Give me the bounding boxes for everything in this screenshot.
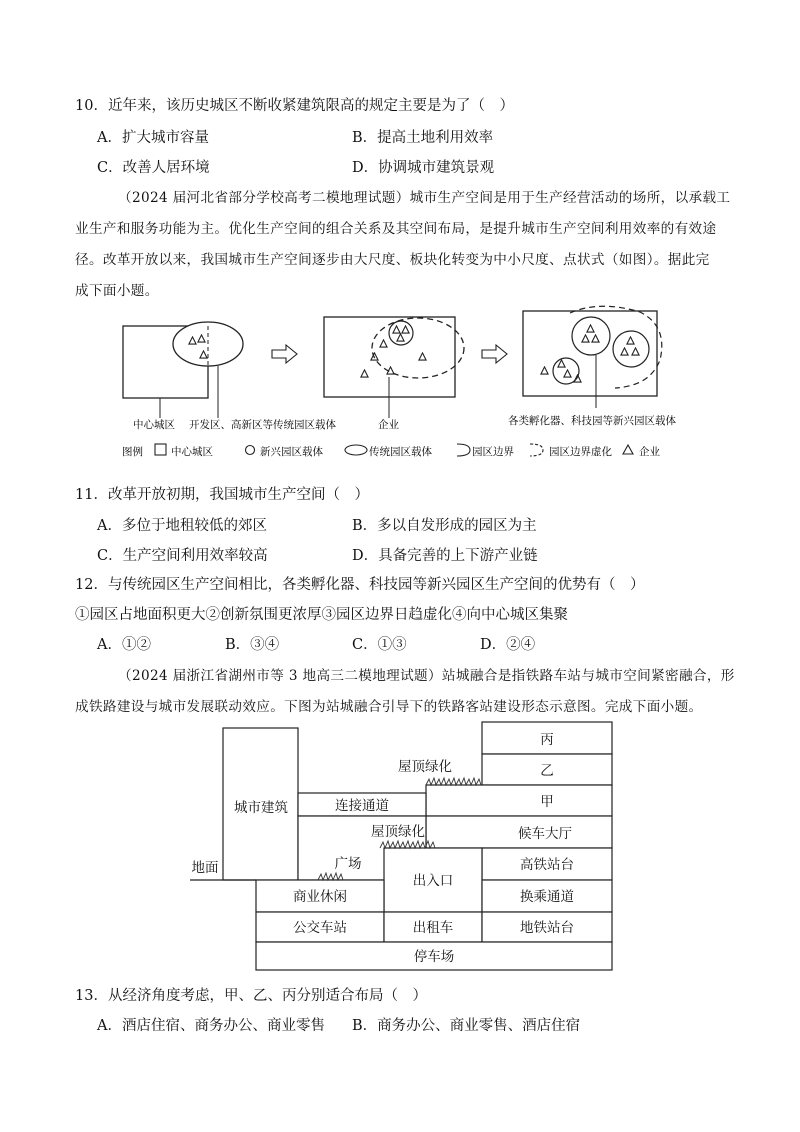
label-entrance: 出入口 bbox=[412, 873, 454, 889]
passage1-line: （2024 届河北省部分学校高考二模地理试题）城市生产空间是用于生产经营活动的场所，以承载工 bbox=[118, 190, 731, 206]
q10-option-b: B．提高土地利用效率 bbox=[352, 130, 494, 146]
label-ground: 地面 bbox=[191, 860, 219, 876]
label-roof-green-mid: 屋顶绿化 bbox=[371, 824, 425, 840]
label-jia: 甲 bbox=[540, 794, 554, 810]
q13-stem: 13．从经济角度考虑，甲、乙、丙分别适合布局（ ） bbox=[75, 988, 427, 1004]
q13-option-a: A．酒店住宿、商务办公、商业零售 bbox=[97, 1018, 325, 1034]
production-space-figure bbox=[0, 300, 800, 465]
label-hsr-platform: 高铁站台 bbox=[520, 857, 574, 873]
q12-stem: 12．与传统园区生产空间相比，各类孵化器、科技园等新兴园区生产空间的优势有（ ） bbox=[75, 577, 645, 593]
grass-icon bbox=[426, 778, 481, 785]
passage2-line: （2024 届浙江省湖州市等 3 地高三二模地理试题）站城融合是指铁路车站与城市空间紧密融合，形 bbox=[118, 668, 735, 684]
label-bing: 丙 bbox=[540, 732, 554, 748]
label-traditional-zone: 开发区、高新区等传统园区载体 bbox=[189, 419, 336, 431]
label-commercial: 商业休闲 bbox=[293, 889, 347, 905]
legend-triangle-icon bbox=[623, 445, 633, 454]
label-parking: 停车场 bbox=[413, 949, 455, 965]
q13-option-b: B．商务办公、商业零售、酒店住宿 bbox=[352, 1018, 581, 1034]
label-metro: 地铁站台 bbox=[520, 920, 574, 936]
label-taxi: 出租车 bbox=[412, 920, 454, 936]
label-transfer: 换乘通道 bbox=[520, 889, 574, 905]
label-city-building: 城市建筑 bbox=[234, 800, 288, 816]
q11-option-b: B．多以自发形成的园区为主 bbox=[352, 518, 537, 534]
stage3-new-zone bbox=[572, 317, 610, 355]
label-bus: 公交车站 bbox=[293, 920, 347, 936]
label-new-zone: 各类孵化器、科技园等新兴园区载体 bbox=[508, 415, 676, 427]
svg-text:园区边界: 园区边界 bbox=[472, 446, 514, 458]
q11-stem: 11．改革开放初期，我国城市生产空间（ ） bbox=[75, 487, 369, 503]
arrow-icon bbox=[482, 345, 507, 363]
legend-boundary-icon bbox=[457, 444, 470, 456]
legend-title: 图例 bbox=[122, 446, 143, 458]
label-connecting-passage: 连接通道 bbox=[335, 798, 389, 814]
label-enterprise: 企业 bbox=[378, 419, 399, 431]
jia-block bbox=[426, 785, 612, 816]
station-city-diagram bbox=[0, 715, 800, 975]
q12-option-c: C．①③ bbox=[352, 637, 407, 653]
arrow-icon bbox=[272, 345, 297, 363]
q10-option-d: D．协调城市建筑景观 bbox=[352, 160, 495, 176]
label-center-district: 中心城区 bbox=[133, 419, 175, 431]
svg-text:企业: 企业 bbox=[639, 446, 660, 458]
label-roof-green-top: 屋顶绿化 bbox=[398, 759, 452, 775]
q11-option-d: D．具备完善的上下游产业链 bbox=[352, 548, 538, 564]
legend-blur-icon bbox=[530, 444, 543, 456]
q12-statements: ①园区占地面积更大②创新氛围更浓厚③园区边界日趋虚化④向中心城区集聚 bbox=[75, 607, 568, 623]
q12-option-a: A．①② bbox=[97, 637, 151, 653]
label-square: 广场 bbox=[334, 856, 362, 872]
q12-option-d: D．②④ bbox=[480, 637, 536, 653]
stage3-new-zone bbox=[613, 331, 649, 367]
legend-ellipse-icon bbox=[345, 445, 367, 455]
legend-square-icon bbox=[155, 444, 166, 455]
passage2-line: 成铁路建设与城市发展联动效应。下图为站城融合引导下的铁路客站建设形态示意图。完成下面小题。 bbox=[75, 699, 703, 715]
svg-text:中心城区: 中心城区 bbox=[171, 446, 213, 458]
stage2-traditional-zone bbox=[372, 318, 464, 378]
svg-text:新兴园区载体: 新兴园区载体 bbox=[260, 446, 323, 458]
svg-text:传统园区载体: 传统园区载体 bbox=[369, 446, 432, 458]
legend-circle-icon bbox=[246, 446, 255, 455]
label-waiting-hall: 候车大厅 bbox=[518, 826, 572, 842]
q10-stem: 10．近年来，该历史城区不断收紧建筑限高的规定主要是为了（ ） bbox=[75, 98, 514, 114]
label-yi: 乙 bbox=[540, 763, 554, 779]
passage1-line: 业生产和服务功能为主。优化生产空间的组合关系及其空间布局，是提升城市生产空间利用效率的有效途 bbox=[75, 221, 717, 237]
q10-option-a: A．扩大城市容量 bbox=[97, 130, 209, 146]
q12-option-b: B．③④ bbox=[225, 637, 280, 653]
q11-option-c: C．生产空间利用效率较高 bbox=[97, 548, 268, 564]
passage1-line: 成下面小题。 bbox=[75, 283, 159, 299]
passage1-line: 径。改革开放以来，我国城市生产空间逐步由大尺度、板块化转变为中小尺度、点状式（如图）。据此完 bbox=[75, 252, 710, 268]
q10-option-c: C．改善人居环境 bbox=[97, 160, 210, 176]
q11-option-a: A．多位于地租较低的郊区 bbox=[97, 518, 267, 534]
svg-text:园区边界虚化: 园区边界虚化 bbox=[549, 446, 612, 458]
